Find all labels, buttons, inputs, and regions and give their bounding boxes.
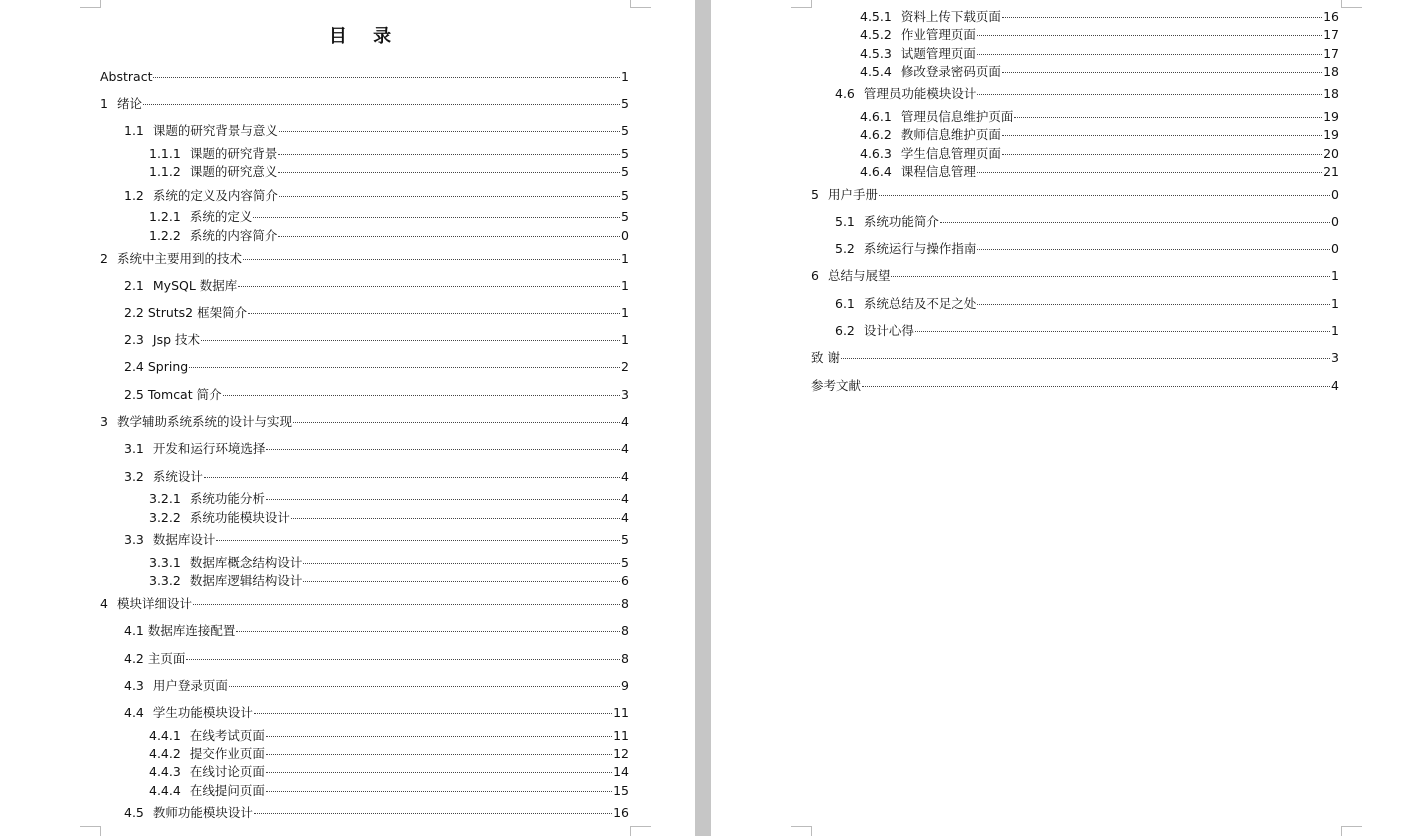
- toc-dot-leader: [1002, 17, 1322, 18]
- toc-title: 目 录: [328, 26, 402, 47]
- toc-page-number: 14: [613, 764, 629, 779]
- toc-entry[interactable]: [149, 209, 629, 225]
- toc-page-number: 17: [1323, 27, 1339, 42]
- toc-entry-number: 3.2.1: [149, 491, 181, 506]
- toc-entry-title: 致 谢: [811, 350, 840, 365]
- toc-dot-leader: [940, 222, 1330, 223]
- toc-dot-leader: [278, 236, 620, 237]
- toc-entry-number: 2: [100, 251, 108, 266]
- toc-dot-leader: [915, 331, 1330, 332]
- toc-entry-number: 1.2.2: [149, 228, 181, 243]
- toc-page-number: 8: [621, 651, 629, 666]
- toc-entry[interactable]: [835, 296, 1339, 312]
- toc-entry[interactable]: [811, 378, 1339, 394]
- toc-entry-number: 2.3: [124, 332, 144, 347]
- toc-entry-number: 6.1: [835, 296, 855, 311]
- crop-mark: [1341, 0, 1362, 8]
- toc-entry[interactable]: [124, 359, 629, 375]
- toc-page-number: 4: [621, 414, 629, 429]
- toc-entry[interactable]: [860, 127, 1339, 143]
- toc-dot-leader: [1002, 135, 1322, 136]
- toc-page-number: 15: [613, 783, 629, 798]
- toc-entry-number: 4.4.2: [149, 746, 181, 761]
- toc-entry-number: 6.2: [835, 323, 855, 338]
- toc-entry-title: 绪论: [116, 96, 142, 111]
- toc-dot-leader: [303, 581, 620, 582]
- toc-page-number: 16: [613, 805, 629, 820]
- crop-mark: [630, 0, 651, 8]
- toc-entry[interactable]: [860, 27, 1339, 43]
- toc-page-number: 5: [621, 123, 629, 138]
- toc-page-number: 1: [621, 278, 629, 293]
- toc-page-number: 8: [621, 623, 629, 638]
- toc-page-number: 5: [621, 532, 629, 547]
- toc-dot-leader: [193, 604, 620, 605]
- toc-entry[interactable]: [149, 164, 629, 180]
- crop-mark: [80, 0, 101, 8]
- toc-dot-leader: [143, 104, 620, 105]
- toc-dot-leader: [266, 736, 612, 737]
- toc-entry-number: 3.3: [124, 532, 144, 547]
- toc-entry[interactable]: [149, 228, 629, 244]
- toc-entry-number: 4.5.4: [860, 64, 892, 79]
- toc-entry-title: 数据库设计: [152, 532, 216, 547]
- toc-page-number: 9: [621, 678, 629, 693]
- toc-entry-title: 开发和运行环境选择: [152, 441, 266, 456]
- toc-entry[interactable]: [811, 350, 1339, 366]
- toc-entry[interactable]: [149, 764, 629, 780]
- toc-entry[interactable]: [124, 678, 629, 694]
- toc-entry-title: MySQL 数据库: [152, 278, 238, 293]
- toc-entry-number: 4.5.3: [860, 46, 892, 61]
- toc-entry-title: 系统总结及不足之处: [863, 296, 977, 311]
- toc-page-number: 0: [621, 228, 629, 243]
- toc-entry-number: 5.2: [835, 241, 855, 256]
- toc-dot-leader: [189, 367, 620, 368]
- toc-dot-leader: [977, 249, 1330, 250]
- crop-mark: [630, 826, 651, 836]
- toc-entry-title: 提交作业页面: [189, 746, 265, 761]
- toc-page-number: 1: [621, 251, 629, 266]
- toc-dot-leader: [977, 35, 1322, 36]
- toc-entry-title: 系统功能简介: [863, 214, 939, 229]
- toc-page-number: 0: [1331, 241, 1339, 256]
- toc-entry-number: 3.2: [124, 469, 144, 484]
- toc-entry-number: 1.2.1: [149, 209, 181, 224]
- toc-page-number: 3: [621, 387, 629, 402]
- toc-dot-leader: [977, 172, 1322, 173]
- toc-entry-number: 3: [100, 414, 108, 429]
- toc-entry-title: 学生信息管理页面: [900, 146, 1001, 161]
- toc-dot-leader: [238, 286, 620, 287]
- toc-page-number: 1: [1331, 323, 1339, 338]
- toc-page-number: 5: [621, 96, 629, 111]
- toc-dot-leader: [841, 358, 1330, 359]
- toc-entry-number: 4.6.4: [860, 164, 892, 179]
- toc-dot-leader: [254, 813, 612, 814]
- toc-dot-leader: [266, 754, 612, 755]
- toc-entry-title: 课题的研究背景与意义: [152, 123, 278, 138]
- toc-entry-title: 管理员信息维护页面: [900, 109, 1014, 124]
- toc-entry[interactable]: [100, 96, 629, 112]
- toc-entry[interactable]: [124, 332, 629, 348]
- toc-entry[interactable]: [149, 146, 629, 162]
- toc-entry-number: 2.1: [124, 278, 144, 293]
- toc-entry-title: 修改登录密码页面: [900, 64, 1001, 79]
- toc-page-number: 3: [1331, 350, 1339, 365]
- toc-entry-title: 系统的定义及内容简介: [152, 188, 278, 203]
- toc-entry[interactable]: [124, 278, 629, 294]
- toc-entry-number: 4.3: [124, 678, 144, 693]
- toc-dot-leader: [279, 196, 620, 197]
- toc-dot-leader: [243, 259, 620, 260]
- toc-entry[interactable]: [149, 491, 629, 507]
- toc-entry-title: 设计心得: [863, 323, 914, 338]
- toc-page-number: 0: [1331, 214, 1339, 229]
- toc-page-number: 5: [621, 555, 629, 570]
- toc-page-number: 0: [1331, 187, 1339, 202]
- toc-entry-number: 3.1: [124, 441, 144, 456]
- toc-entry-number: 4.5: [124, 805, 144, 820]
- toc-dot-leader: [248, 313, 620, 314]
- toc-dot-leader: [278, 172, 620, 173]
- toc-dot-leader: [216, 540, 620, 541]
- toc-entry-number: 4.4: [124, 705, 144, 720]
- toc-entry-title: Abstract: [100, 69, 153, 84]
- toc-page-number: 1: [1331, 296, 1339, 311]
- toc-entry-title: 教师信息维护页面: [900, 127, 1001, 142]
- page-gutter: [695, 0, 711, 836]
- toc-dot-leader: [891, 276, 1330, 277]
- crop-mark: [791, 826, 812, 836]
- toc-page-number: 4: [621, 441, 629, 456]
- toc-entry-number: 1: [100, 96, 108, 111]
- toc-entry-number: 1.1: [124, 123, 144, 138]
- toc-page-number: 4: [621, 469, 629, 484]
- toc-dot-leader: [223, 395, 620, 396]
- toc-entry-title: 2.2 Struts2 框架简介: [124, 305, 248, 320]
- toc-entry-title: 课程信息管理: [900, 164, 976, 179]
- toc-dot-leader: [201, 340, 620, 341]
- toc-page-number: 1: [621, 332, 629, 347]
- toc-entry-number: 3.3.2: [149, 573, 181, 588]
- toc-dot-leader: [266, 449, 620, 450]
- toc-entry[interactable]: [100, 596, 629, 612]
- toc-entry[interactable]: [860, 109, 1339, 125]
- toc-entry-number: 4: [100, 596, 108, 611]
- toc-entry-title: 总结与展望: [827, 268, 891, 283]
- toc-dot-leader: [977, 54, 1322, 55]
- toc-page-number: 6: [621, 573, 629, 588]
- toc-dot-leader: [236, 631, 620, 632]
- toc-dot-leader: [977, 94, 1322, 95]
- toc-page-number: 1: [621, 305, 629, 320]
- toc-entry[interactable]: [835, 241, 1339, 257]
- toc-entry-title: 用户登录页面: [152, 678, 228, 693]
- toc-entry-number: 4.5.1: [860, 9, 892, 24]
- toc-entry-title: 教师功能模块设计: [152, 805, 253, 820]
- toc-dot-leader: [977, 304, 1330, 305]
- toc-entry-title: 在线讨论页面: [189, 764, 265, 779]
- toc-page-number: 1: [621, 69, 629, 84]
- toc-entry-number: 5: [811, 187, 819, 202]
- toc-entry-title: 4.2 主页面: [124, 651, 186, 666]
- toc-entry-title: Jsp 技术: [152, 332, 200, 347]
- toc-page-number: 5: [621, 188, 629, 203]
- toc-page-number: 19: [1323, 127, 1339, 142]
- toc-entry-number: 1.1.2: [149, 164, 181, 179]
- toc-entry-title: 系统设计: [152, 469, 203, 484]
- toc-page-number: 18: [1323, 64, 1339, 79]
- toc-entry[interactable]: [124, 441, 629, 457]
- toc-entry[interactable]: [124, 805, 629, 821]
- toc-entry[interactable]: [100, 69, 629, 85]
- toc-entry[interactable]: [124, 532, 629, 548]
- toc-dot-leader: [266, 499, 620, 500]
- toc-dot-leader: [293, 422, 620, 423]
- toc-entry-title: 管理员功能模块设计: [863, 86, 977, 101]
- toc-entry-title: 教学辅助系统系统的设计与实现: [116, 414, 292, 429]
- toc-dot-leader: [279, 131, 620, 132]
- toc-entry-number: 4.5.2: [860, 27, 892, 42]
- toc-entry-title: 资料上传下载页面: [900, 9, 1001, 24]
- toc-entry-number: 4.4.3: [149, 764, 181, 779]
- toc-entry[interactable]: [860, 64, 1339, 80]
- toc-page-number: 4: [621, 491, 629, 506]
- crop-mark: [80, 826, 101, 836]
- toc-page-number: 16: [1323, 9, 1339, 24]
- toc-page-number: 5: [621, 164, 629, 179]
- toc-entry-number: 5.1: [835, 214, 855, 229]
- toc-entry[interactable]: [149, 728, 629, 744]
- toc-entry[interactable]: [149, 510, 629, 526]
- toc-entry[interactable]: [124, 469, 629, 485]
- toc-entry-title: 作业管理页面: [900, 27, 976, 42]
- toc-entry[interactable]: [124, 123, 629, 139]
- toc-entry[interactable]: [149, 783, 629, 799]
- toc-entry-title: 课题的研究意义: [189, 164, 278, 179]
- toc-entry-title: 在线提问页面: [189, 783, 265, 798]
- toc-page-number: 1: [1331, 268, 1339, 283]
- toc-entry[interactable]: [149, 555, 629, 571]
- toc-dot-leader: [879, 195, 1330, 196]
- toc-page-number: 21: [1323, 164, 1339, 179]
- toc-page-number: 4: [1331, 378, 1339, 393]
- toc-entry-title: 数据库概念结构设计: [189, 555, 303, 570]
- toc-entry[interactable]: [835, 323, 1339, 339]
- toc-entry-title: 系统的内容简介: [189, 228, 278, 243]
- toc-entry-title: 系统功能模块设计: [189, 510, 290, 525]
- toc-dot-leader: [278, 154, 620, 155]
- toc-page-number: 12: [613, 746, 629, 761]
- toc-dot-leader: [303, 563, 620, 564]
- toc-page-number: 17: [1323, 46, 1339, 61]
- toc-dot-leader: [1002, 72, 1322, 73]
- toc-entry-title: 参考文献: [811, 378, 862, 393]
- toc-entry-title: 2.5 Tomcat 简介: [124, 387, 222, 402]
- toc-entry[interactable]: [100, 414, 629, 430]
- crop-mark: [1341, 826, 1362, 836]
- toc-entry-title: 学生功能模块设计: [152, 705, 253, 720]
- toc-entry[interactable]: [124, 651, 629, 667]
- toc-entry[interactable]: [860, 46, 1339, 62]
- document-page-right: [711, 0, 1407, 836]
- toc-entry-title: 试题管理页面: [900, 46, 976, 61]
- toc-page-number: 4: [621, 510, 629, 525]
- toc-page-number: 11: [613, 728, 629, 743]
- toc-entry-number: 4.6: [835, 86, 855, 101]
- toc-entry[interactable]: [100, 251, 629, 267]
- toc-entry-number: 4.4.4: [149, 783, 181, 798]
- toc-dot-leader: [186, 659, 620, 660]
- toc-page-number: 2: [621, 359, 629, 374]
- toc-entry[interactable]: [124, 623, 629, 639]
- toc-entry[interactable]: [124, 305, 629, 321]
- toc-page-number: 11: [613, 705, 629, 720]
- toc-entry-title: 系统中主要用到的技术: [116, 251, 242, 266]
- toc-dot-leader: [266, 791, 612, 792]
- toc-entry-number: 3.2.2: [149, 510, 181, 525]
- document-page-left: [0, 0, 695, 836]
- toc-entry[interactable]: [860, 164, 1339, 180]
- toc-page-number: 19: [1323, 109, 1339, 124]
- toc-entry[interactable]: [124, 705, 629, 721]
- toc-entry-number: 1.2: [124, 188, 144, 203]
- toc-entry-number: 1.1.1: [149, 146, 181, 161]
- toc-entry[interactable]: [149, 746, 629, 762]
- toc-entry-number: 4.4.1: [149, 728, 181, 743]
- toc-entry[interactable]: [860, 146, 1339, 162]
- toc-dot-leader: [254, 713, 612, 714]
- toc-entry-title: 在线考试页面: [189, 728, 265, 743]
- toc-entry-title: 4.1 数据库连接配置: [124, 623, 236, 638]
- toc-entry-title: 模块详细设计: [116, 596, 192, 611]
- toc-entry[interactable]: [860, 9, 1339, 25]
- toc-entry[interactable]: [124, 387, 629, 403]
- toc-page-number: 8: [621, 596, 629, 611]
- toc-entry-number: 3.3.1: [149, 555, 181, 570]
- toc-entry-title: 系统功能分析: [189, 491, 265, 506]
- toc-entry-number: 4.6.2: [860, 127, 892, 142]
- toc-page-number: 5: [621, 146, 629, 161]
- toc-page-number: 20: [1323, 146, 1339, 161]
- toc-entry[interactable]: [124, 188, 629, 204]
- toc-dot-leader: [266, 772, 612, 773]
- toc-dot-leader: [253, 217, 620, 218]
- toc-entry-title: 课题的研究背景: [189, 146, 278, 161]
- toc-dot-leader: [1002, 154, 1322, 155]
- toc-dot-leader: [229, 686, 620, 687]
- toc-entry-title: 2.4 Spring: [124, 359, 189, 374]
- crop-mark: [791, 0, 812, 8]
- toc-entry-title: 系统运行与操作指南: [863, 241, 977, 256]
- toc-entry-number: 6: [811, 268, 819, 283]
- toc-entry-number: 4.6.3: [860, 146, 892, 161]
- toc-entry[interactable]: [149, 573, 629, 589]
- toc-page-number: 5: [621, 209, 629, 224]
- toc-dot-leader: [204, 477, 620, 478]
- toc-entry[interactable]: [835, 214, 1339, 230]
- toc-dot-leader: [153, 77, 620, 78]
- toc-entry-number: 4.6.1: [860, 109, 892, 124]
- toc-entry-title: 用户手册: [827, 187, 878, 202]
- toc-entry-title: 系统的定义: [189, 209, 253, 224]
- toc-page-number: 18: [1323, 86, 1339, 101]
- toc-entry[interactable]: [835, 86, 1339, 102]
- toc-entry[interactable]: [811, 268, 1339, 284]
- toc-entry[interactable]: [811, 187, 1339, 203]
- toc-dot-leader: [291, 518, 620, 519]
- toc-dot-leader: [1014, 117, 1322, 118]
- toc-dot-leader: [862, 386, 1330, 387]
- toc-entry-title: 数据库逻辑结构设计: [189, 573, 303, 588]
